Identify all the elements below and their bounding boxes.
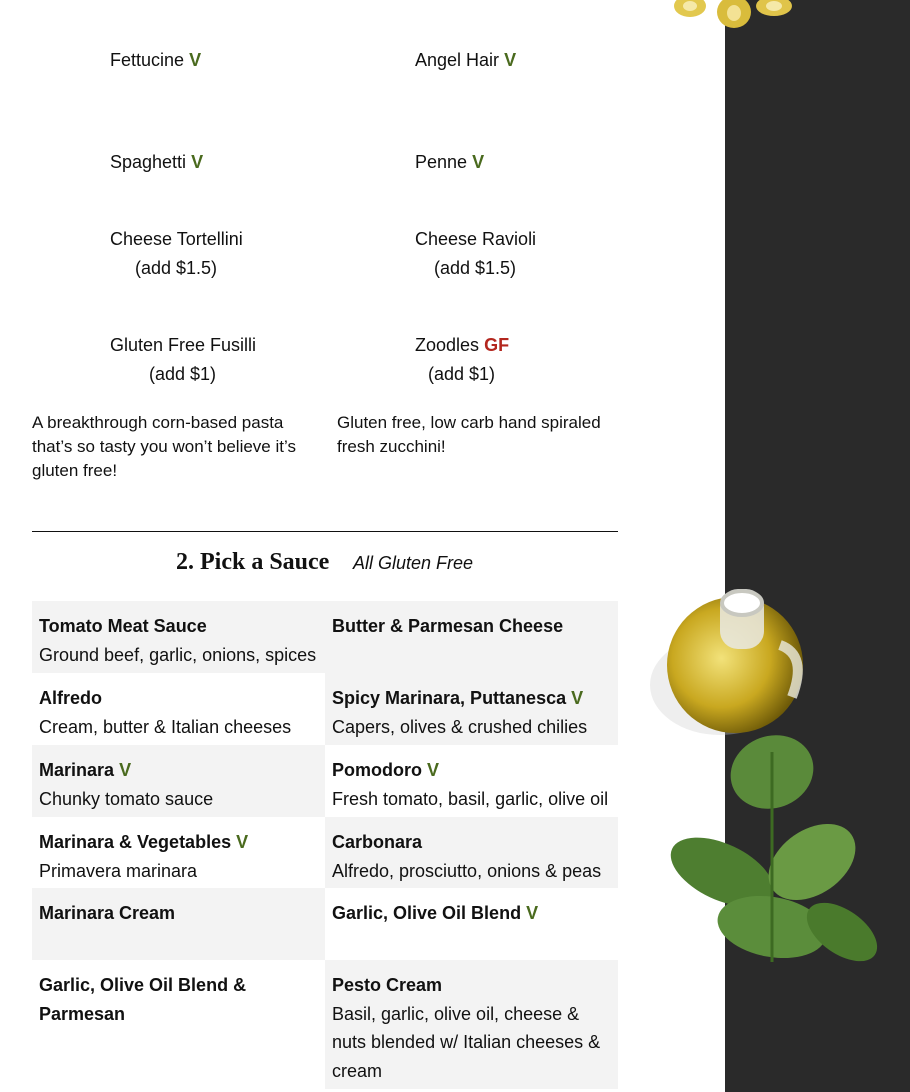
- vegan-tag: V: [236, 832, 249, 852]
- zoodles-description: Gluten free, low carb hand spiraled fresh zucchini!: [337, 413, 601, 456]
- sauce-cell: [325, 888, 618, 960]
- sauce-name: Marinara & Vegetables V: [39, 832, 249, 852]
- pasta-angel-hair: Angel Hair V: [415, 50, 517, 70]
- sauce-cell: [325, 745, 618, 817]
- sauce-name: Garlic, Olive Oil Blend & Parmesan: [39, 975, 247, 1024]
- sauce-cell: [325, 817, 618, 888]
- pasta-cheese-ravioli: Cheese Ravioli: [415, 229, 537, 249]
- sauce-cell: [32, 673, 325, 745]
- sauce-cell: [325, 673, 618, 745]
- pasta-price-addon: (add $1.5): [434, 258, 517, 278]
- vegan-tag: V: [472, 152, 485, 172]
- sauce-name: Pesto Cream: [332, 975, 443, 995]
- sauce-cell: [32, 745, 325, 817]
- sauce-cell: [32, 817, 325, 888]
- pasta-penne: Penne V: [415, 152, 485, 172]
- sauce-name: Marinara V: [39, 760, 132, 780]
- basil-leaves-image: [662, 732, 888, 976]
- pasta-gluten-free-fusilli: Gluten Free Fusilli: [110, 335, 257, 355]
- sauce-name: Spicy Marinara, Puttanesca V: [332, 688, 584, 708]
- pasta-price-addon: (add $1): [149, 364, 217, 384]
- sauce-name: Tomato Meat Sauce: [39, 616, 207, 636]
- vegan-tag: V: [191, 152, 204, 172]
- pasta-zoodles: Zoodles GF: [415, 335, 510, 355]
- vegan-tag: V: [571, 688, 584, 708]
- sauce-description: Alfredo, prosciutto, onions & peas: [332, 860, 602, 881]
- pasta-fettucine: Fettucine V: [110, 50, 202, 70]
- pasta-spaghetti: Spaghetti V: [110, 152, 204, 172]
- vegan-tag: V: [526, 903, 539, 923]
- sauce-description: Ground beef, garlic, onions, spices: [39, 644, 317, 665]
- section-note: All Gluten Free: [353, 553, 474, 573]
- sauce-description: Basil, garlic, olive oil, cheese & nuts blended w/ Italian cheeses & cream: [332, 1003, 601, 1081]
- fusilli-description: A breakthrough corn-based pasta that’s so tasty you won’t believe it’s gluten free!: [32, 413, 296, 480]
- sauce-name: Carbonara: [332, 832, 423, 852]
- olive-oil-bottle-image: [640, 585, 820, 745]
- tortellini-image: [668, 0, 808, 32]
- sauce-cell: [32, 601, 325, 673]
- sauce-description: Capers, olives & crushed chilies: [332, 716, 588, 737]
- sauce-cell: [32, 960, 325, 1089]
- sauce-name: Pomodoro V: [332, 760, 440, 780]
- pasta-price-addon: (add $1): [428, 364, 496, 384]
- sauce-name: Garlic, Olive Oil Blend V: [332, 903, 539, 923]
- vegan-tag: V: [119, 760, 132, 780]
- sauce-name: Alfredo: [39, 688, 102, 708]
- section-divider: [32, 531, 618, 532]
- sauce-name: Marinara Cream: [39, 903, 176, 923]
- gluten-free-tag: GF: [484, 335, 510, 355]
- vegan-tag: V: [189, 50, 202, 70]
- section-heading: 2. Pick a Sauce: [176, 549, 330, 575]
- sauce-cell: [32, 888, 325, 960]
- sauce-name: Butter & Parmesan Cheese: [332, 616, 564, 636]
- sauce-cell: [325, 960, 618, 1089]
- pasta-cheese-tortellini: Cheese Tortellini: [110, 229, 243, 249]
- sauce-description: Primavera marinara: [39, 860, 198, 881]
- pasta-price-addon: (add $1.5): [135, 258, 218, 278]
- sauce-description: Chunky tomato sauce: [39, 788, 214, 809]
- sauce-description: Fresh tomato, basil, garlic, olive oil: [332, 788, 609, 809]
- vegan-tag: V: [504, 50, 517, 70]
- sauce-cell: [325, 601, 618, 673]
- sauce-description: Cream, butter & Italian cheeses: [39, 716, 292, 737]
- vegan-tag: V: [427, 760, 440, 780]
